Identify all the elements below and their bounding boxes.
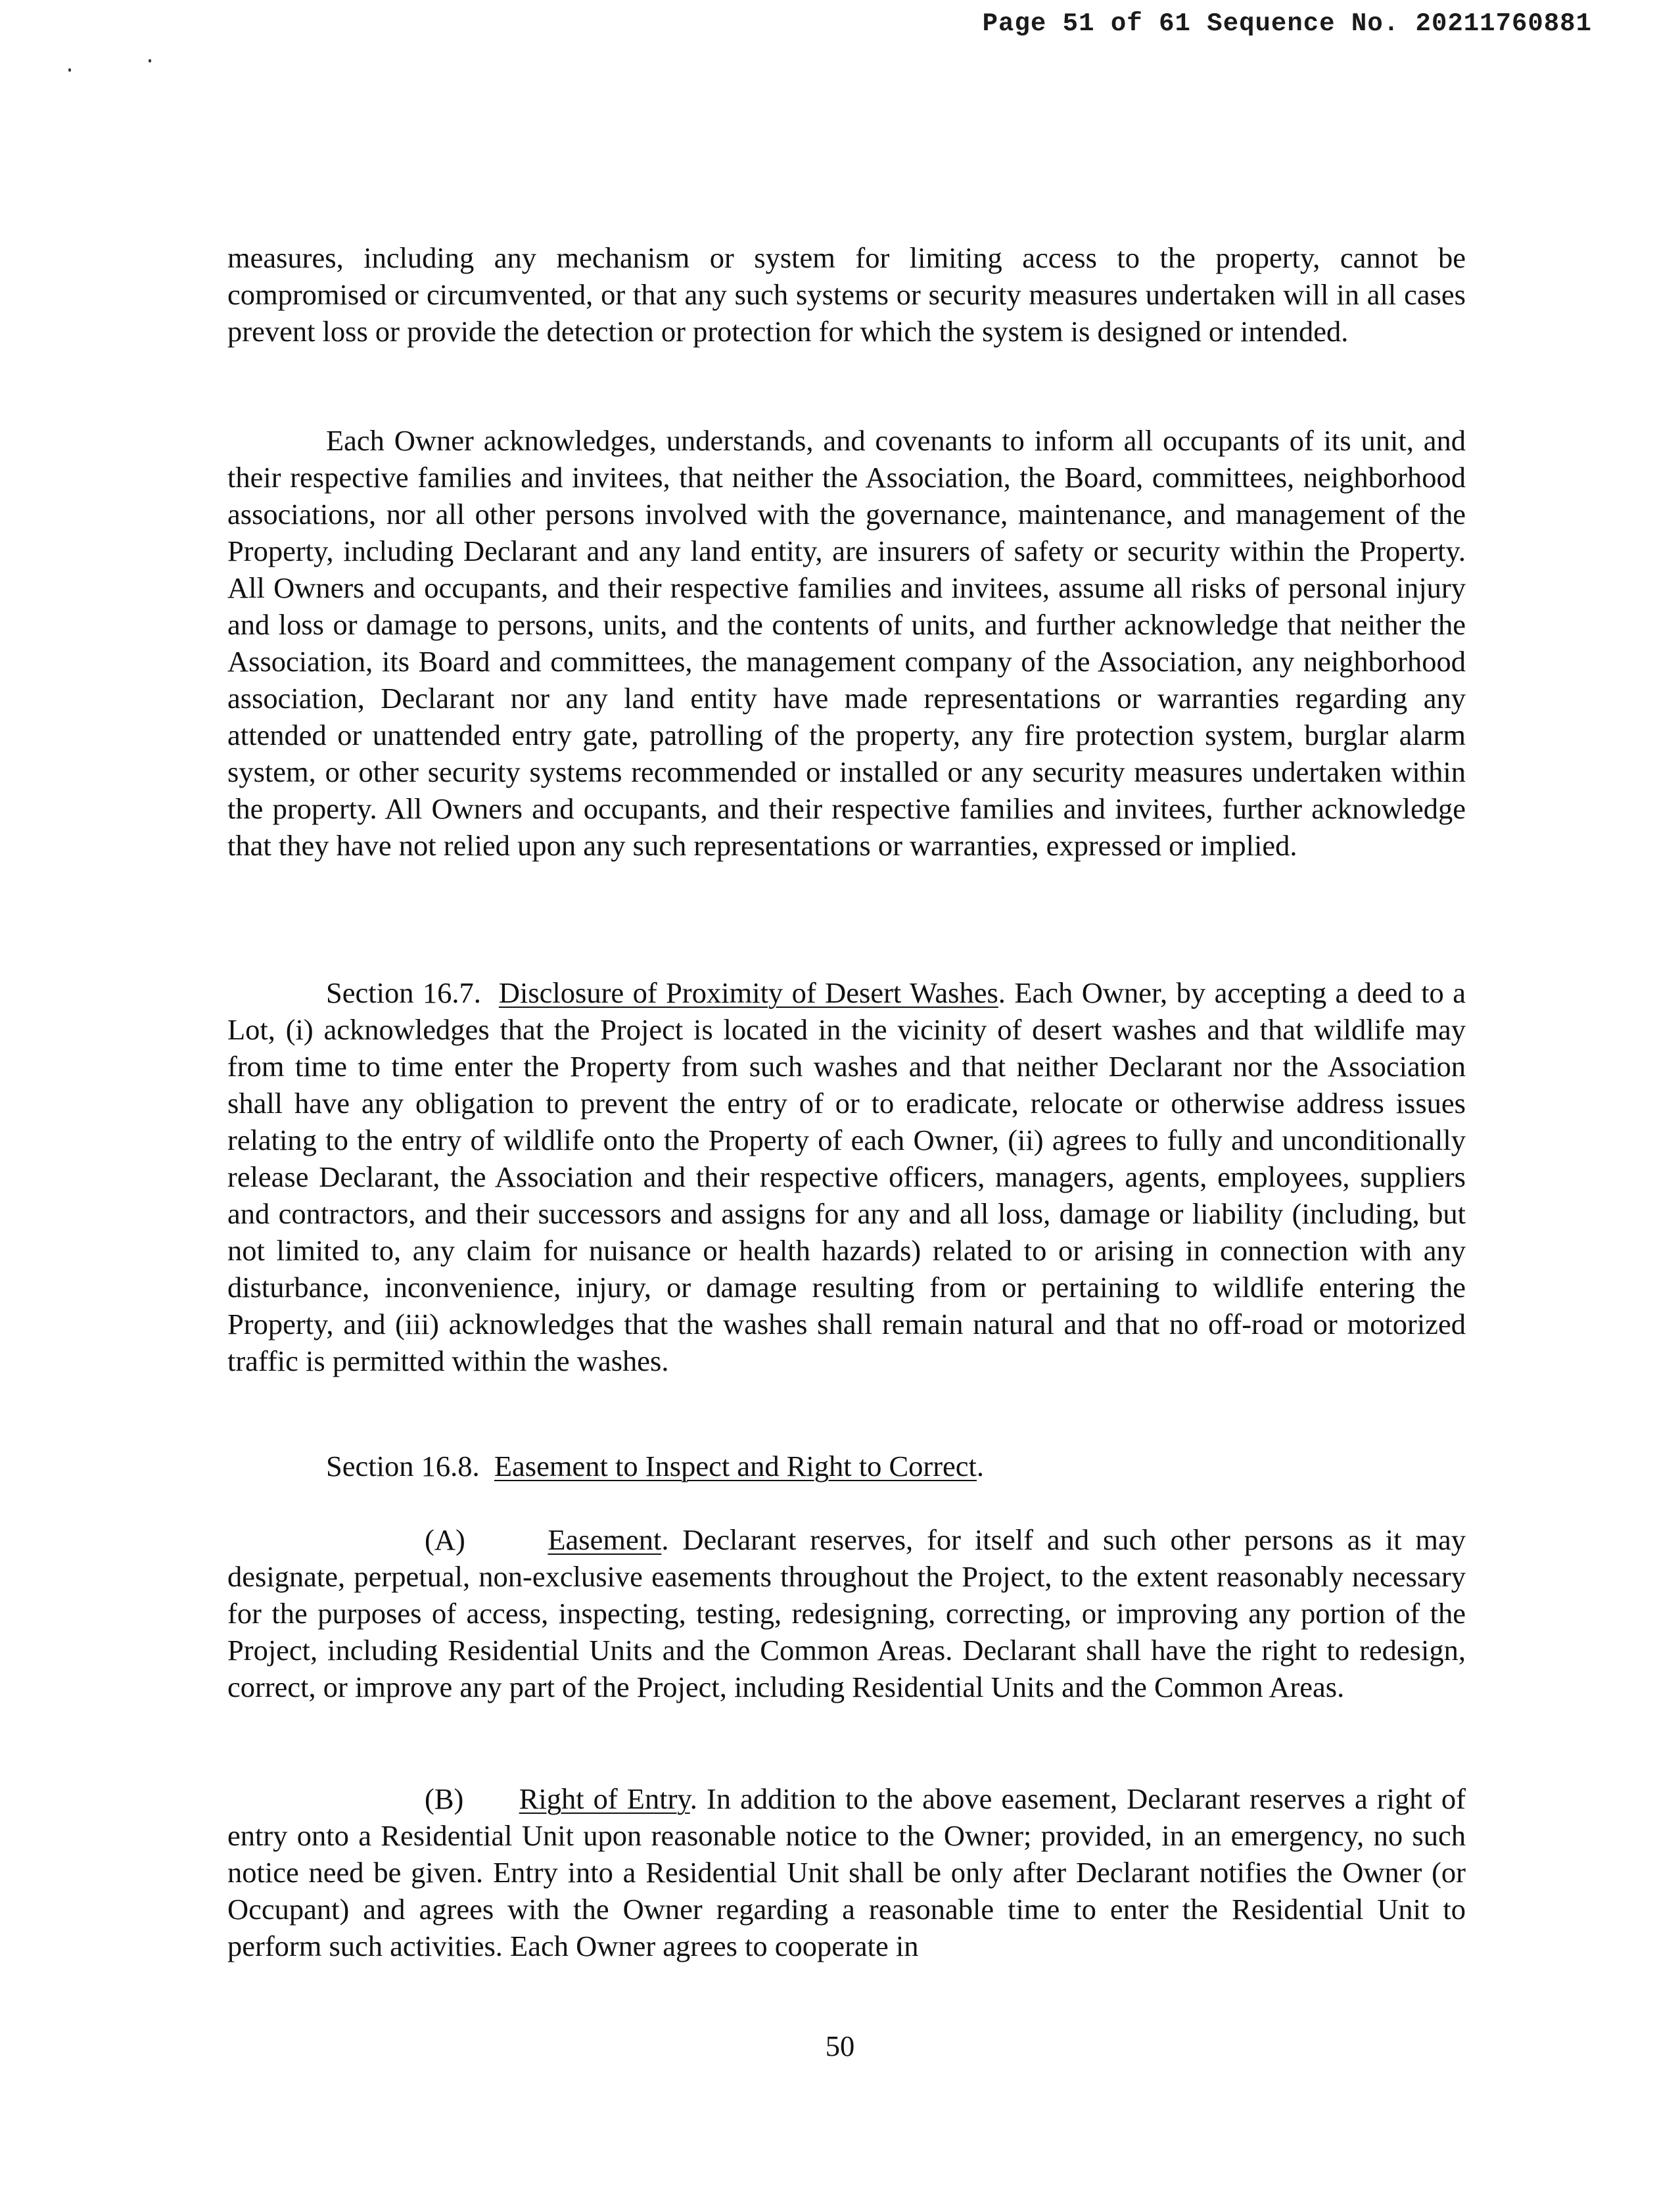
subsection-a-body: . Declarant reserves, for itself and such other persons as it may designate, perpetual, non-exclusive easements throughout the Project, to the extent reasonably necessary for the purposes of access, inspecting, testing, redesigning, correcting, or improving any portion of the Project, including Residential Units and the Common Areas. Declarant shall have the right to redesign, correct, or improve any part of the Project, including Residential Units and the Common Areas. (227, 1523, 1466, 1703)
subsection-b-right-of-entry (227, 1780, 1466, 1964)
subsection-a-label: (A) (425, 1523, 465, 1556)
s168-block (227, 1448, 1466, 1484)
section-16-8-heading (227, 1448, 1466, 1484)
scan-speck (149, 59, 151, 62)
section-16-8-end: . (976, 1450, 985, 1482)
subsection-a-easement (227, 1521, 1466, 1705)
b-block (227, 1780, 1466, 1964)
paragraph-security-disclaimer: Each Owner acknowledges, understands, and covenants to inform all occupants of its unit, and their respective families and invitees, that neither the Association, the Board, committees, neighborhood associations, nor all other persons involved with the governance, maintenance, and management of the Property, including Declarant and any land entity, are insurers of safety or security within the Property. All Owners and occupants, and their respective families and invitees, assume all risks of personal injury and loss or damage to persons, units, and the contents of units, and further acknowledge that neither the Association, its Board and committees, the management company of the Association, any neighborhood association, Declarant nor any land entity have made representations or warranties regarding any attended or unattended entry gate, patrolling of the property, any fire protection system, burglar alarm system, or other security systems recommended or installed or any security measures undertaken within the property. All Owners and occupants, and their respective families and invitees, further acknowledge that they have not relied upon any such representations or warranties, expressed or implied. (227, 424, 1466, 862)
p1-block (227, 239, 1466, 350)
p2-block (227, 422, 1466, 864)
paragraph-continuation: measures, including any mechanism or system for limiting access to the property, cannot be compromised or circumvented, or that any such systems or security measures undertaken will in all cases prevent loss or provide the detection or protection for which the system is designed or intended. (227, 241, 1466, 348)
subsection-b-label: (B) (425, 1782, 464, 1815)
section-16-7-title: Disclosure of Proximity of Desert Washes (498, 976, 998, 1009)
page-number: 50 (825, 2029, 855, 2062)
section-16-8-label: Section 16.8. (326, 1450, 480, 1482)
scan-speck (68, 68, 71, 72)
section-16-7-body: . Each Owner, by accepting a deed to a Lot, (i) acknowledges that the Project is located in the vicinity of desert washes and that wildlife may from time to time enter the Property from such washes and that neither Declarant nor the Association shall have any obligation to prevent the entry of or to eradicate, relocate or otherwise address issues relating to the entry of wildlife onto the Property of each Owner, (ii) agrees to fully and unconditionally release Declarant, the Association and their respective officers, managers, agents, employees, suppliers and contractors, and their successors and assigns for any and all loss, damage or liability (including, but not limited to, any claim for nuisance or health hazards) related to or arising in connection with any disturbance, inconvenience, injury, or damage resulting from or pertaining to wildlife entering the Property, and (iii) acknowledges that the washes shall remain natural and that no off-road or motorized traffic is permitted within the washes. (227, 976, 1466, 1377)
section-16-7-label: Section 16.7. (326, 976, 481, 1009)
s167-block (227, 974, 1466, 1379)
page-sequence-stamp: Page 51 of 61 Sequence No. 20211760881 (982, 9, 1592, 38)
subsection-a-title: Easement (548, 1523, 662, 1556)
a-block (227, 1521, 1466, 1705)
subsection-b-body: . In addition to the above easement, Declarant reserves a right of entry onto a Residential Unit upon reasonable notice to the Owner; provided, in an emergency, no such notice need be given. Entry into a Residential Unit shall be only after Declarant notifies the Owner (or Occupant) and agrees with the Owner regarding a reasonable time to enter the Residential Unit to perform such activities. Each Owner agrees to cooperate in (227, 1782, 1466, 1962)
subsection-b-title: Right of Entry (519, 1782, 690, 1815)
section-16-8-title: Easement to Inspect and Right to Correct (494, 1450, 977, 1482)
section-16-7 (227, 974, 1466, 1379)
